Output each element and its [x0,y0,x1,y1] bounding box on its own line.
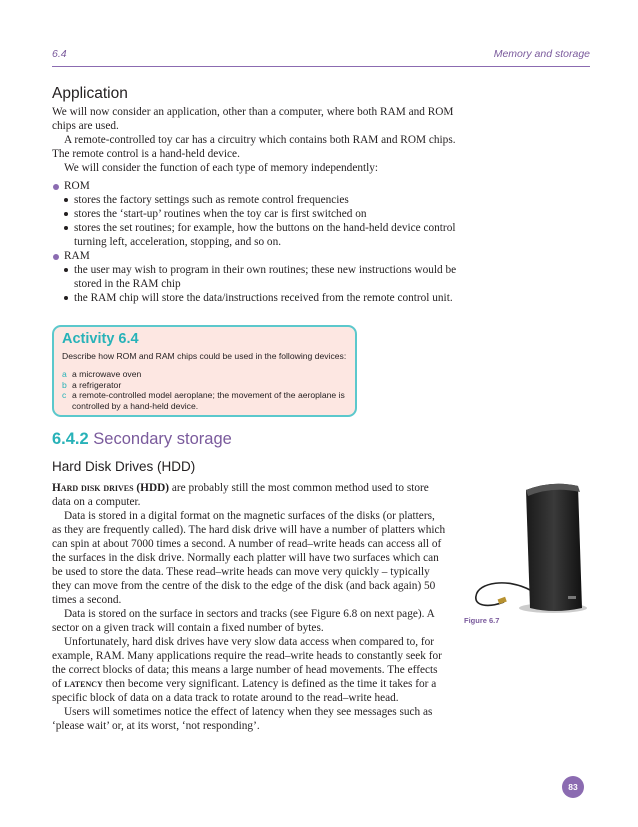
section-heading [52,430,232,449]
latency-term: latency [64,678,103,690]
ram-bullet: RAM [52,249,462,263]
running-head-chapter: Memory and storage [493,48,590,60]
application-paragraph-1: We will now consider an application, other than a computer, where both RAM and ROM chips are used. [52,106,454,132]
hdd-body [52,481,447,733]
activity-item-text: a microwave oven [72,369,142,379]
hdd-paragraph-5: Users will sometimes notice the effect of latency when they see messages such as ‘please wait’ or, at its worst, ‘not responding’. [52,706,433,732]
activity-item-label: c [62,390,67,400]
activity-items [62,369,352,411]
running-head [52,48,590,62]
rom-item: stores the set routines; for example, how the buttons on the hand-held device control turning left, acceleration, stopping, and so on. [52,221,462,249]
application-paragraph-2: A remote-controlled toy car has a circuitry which contains both RAM and ROM chips. The remote control is a hand-held device. [52,134,456,160]
application-body [52,105,462,175]
hdd-lead-rest: are probably still the most common method used to store data on a computer. [52,482,429,508]
application-paragraph-3: We will consider the function of each type of memory independently: [64,162,379,174]
hdd-heading: Hard Disk Drives (HDD) [52,459,196,474]
activity-item-label: b [62,379,67,390]
ram-item: the RAM chip will store the data/instructions received from the remote control unit. [52,291,462,305]
running-head-section: 6.4 [52,48,67,60]
activity-item-label: a [62,369,67,379]
hdd-abbr: (HDD) [136,482,170,494]
rom-bullet: ROM [52,179,462,193]
application-heading: Application [52,85,128,102]
external-hard-drive-photo [468,478,588,618]
activity-item [62,390,352,411]
hdd-paragraph-2: Data is stored in a digital format on the magnetic surfaces of the disks (or platters, as they are frequently called). The hard disk drive will have a number of platters which can spin at about 7000 times a second. A number of read–write heads can access all of the surfaces in the disk drive. Normally each platter will have two surfaces which can be used to store the data. These read–write heads can move very quickly – typically they can move from the centre of the disk to the edge of the disk (and back again) 50 times a second. [52,510,446,606]
hdd-p4-before: Unfortunately, hard disk drives have very slow data access when compared to, for example, RAM. Many applications require the read–write heads to constantly seek for the correct blocks of data; this means a large number of head movements. The effects of [52,636,442,690]
activity-title: Activity 6.4 [62,331,139,347]
activity-item-text: a remote-controlled model aeroplane; the movement of the aeroplane is controlled by a hand-held device. [72,390,345,411]
activity-item-text: a refrigerator [72,379,122,390]
hdd-paragraph-4 [52,635,447,705]
hdd-paragraph-3: Data is stored on the surface in sectors and tracks (see Figure 6.8 on next page). A sector on a given track will contain a fixed number of bytes. [52,608,435,634]
hdd-term: Hard disk drives [52,482,134,494]
hdd-p4-after: then become very significant. Latency is defined as the time it takes for a specific block of data on a data track to rotate around to the read–write head. [52,678,437,704]
header-rule [52,66,590,67]
figure-caption: Figure 6.7 [464,616,500,625]
activity-item [62,380,352,391]
activity-box [52,325,357,417]
section-title: Secondary storage [93,430,232,448]
activity-prompt: Describe how ROM and RAM chips could be used in the following devices: [62,351,347,361]
activity-item [62,369,352,380]
section-number: 6.4.2 [52,430,89,448]
ram-item: the user may wish to program in their own routines; these new instructions would be stored in the RAM chip [52,263,462,291]
hard-drive-icon [468,478,588,618]
rom-item: stores the factory settings such as remote control frequencies [52,193,462,207]
hdd-paragraph-1 [52,481,447,509]
memory-function-list [52,179,462,305]
rom-item: stores the ‘start-up’ routines when the toy car is first switched on [52,207,462,221]
page-number: 83 [562,776,584,798]
